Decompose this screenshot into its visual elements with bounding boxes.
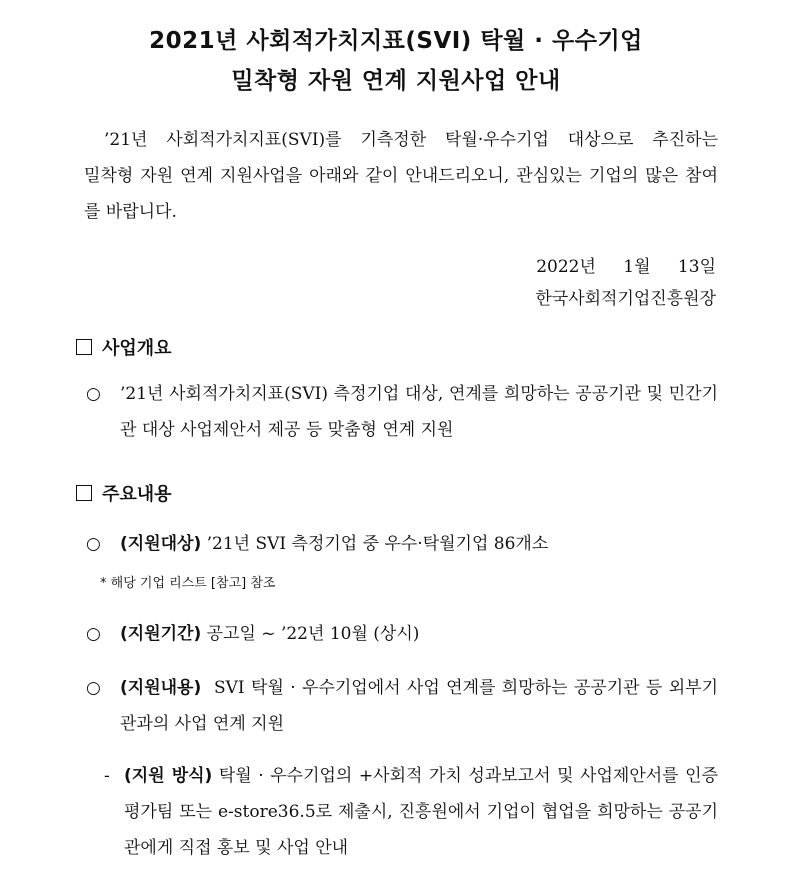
support-target-label: (지원대상) bbox=[120, 534, 202, 554]
support-target-item bbox=[86, 526, 718, 562]
circle-bullet-icon: ○ bbox=[86, 384, 101, 404]
support-period-label: (지원기간) bbox=[120, 624, 202, 644]
checkbox-square-icon bbox=[76, 485, 92, 501]
section-heading-main-content: 주요내용 bbox=[76, 480, 172, 506]
intro-paragraph bbox=[84, 122, 718, 230]
support-content-label: (지원내용) bbox=[120, 678, 202, 698]
overview-item bbox=[86, 376, 718, 448]
dash-bullet: - bbox=[104, 766, 110, 786]
circle-bullet-icon: ○ bbox=[86, 534, 101, 554]
intro-rest: 밀착형 자원 연계 지원사업을 아래와 같이 안내드리오니, 관심있는 기업의 많은 참여를 바랍니다. bbox=[84, 166, 718, 222]
reference-note: * 해당 기업 리스트 [참고] 참조 bbox=[100, 576, 276, 591]
circle-bullet-icon: ○ bbox=[86, 678, 101, 698]
support-method-text: 탁월 · 우수기업의 +사회적 가치 성과보고서 및 사업제안서를 인증평가팀 또는 e-store36.5로 제출시, 진흥원에서 기업이 협업을 희망하는 공공기관에게 직접 홍보 및 사업 안내 bbox=[124, 766, 718, 858]
overview-item-text: ’21년 사회적가치지표(SVI) 측정기업 대상, 연계를 희망하는 공공기관 및 민간기관 대상 사업제안서 제공 등 맞춤형 연계 지원 bbox=[120, 384, 718, 440]
checkbox-square-icon bbox=[76, 339, 92, 355]
circle-bullet-icon: ○ bbox=[86, 624, 101, 644]
issuing-organization: 한국사회적기업진흥원장 bbox=[535, 289, 716, 309]
document-title-line1: 2021년 사회적가치지표(SVI) 탁월 · 우수기업 bbox=[149, 28, 643, 54]
support-target-text: ’21년 SVI 측정기업 중 우수·탁월기업 86개소 bbox=[206, 534, 549, 554]
support-method-label: (지원 방식) bbox=[124, 766, 213, 786]
section-heading-overview: 사업개요 bbox=[76, 334, 172, 360]
support-period-item bbox=[86, 616, 718, 652]
support-content-text: SVI 탁월 · 우수기업에서 사업 연계를 희망하는 공공기관 등 외부기관과의 사업 연계 지원 bbox=[120, 678, 718, 734]
support-content-item bbox=[86, 670, 718, 742]
support-period-text: 공고일 ~ ’22년 10월 (상시) bbox=[206, 624, 420, 644]
document-title-line2: 밀착형 자원 연계 지원사업 안내 bbox=[231, 68, 561, 94]
support-method-item bbox=[104, 758, 718, 866]
notice-date: 2022년 1월 13일 bbox=[536, 257, 716, 277]
intro-first-line: ’21년 사회적가치지표(SVI)를 기측정한 탁월·우수기업 대상으로 추진하는 bbox=[104, 130, 718, 150]
